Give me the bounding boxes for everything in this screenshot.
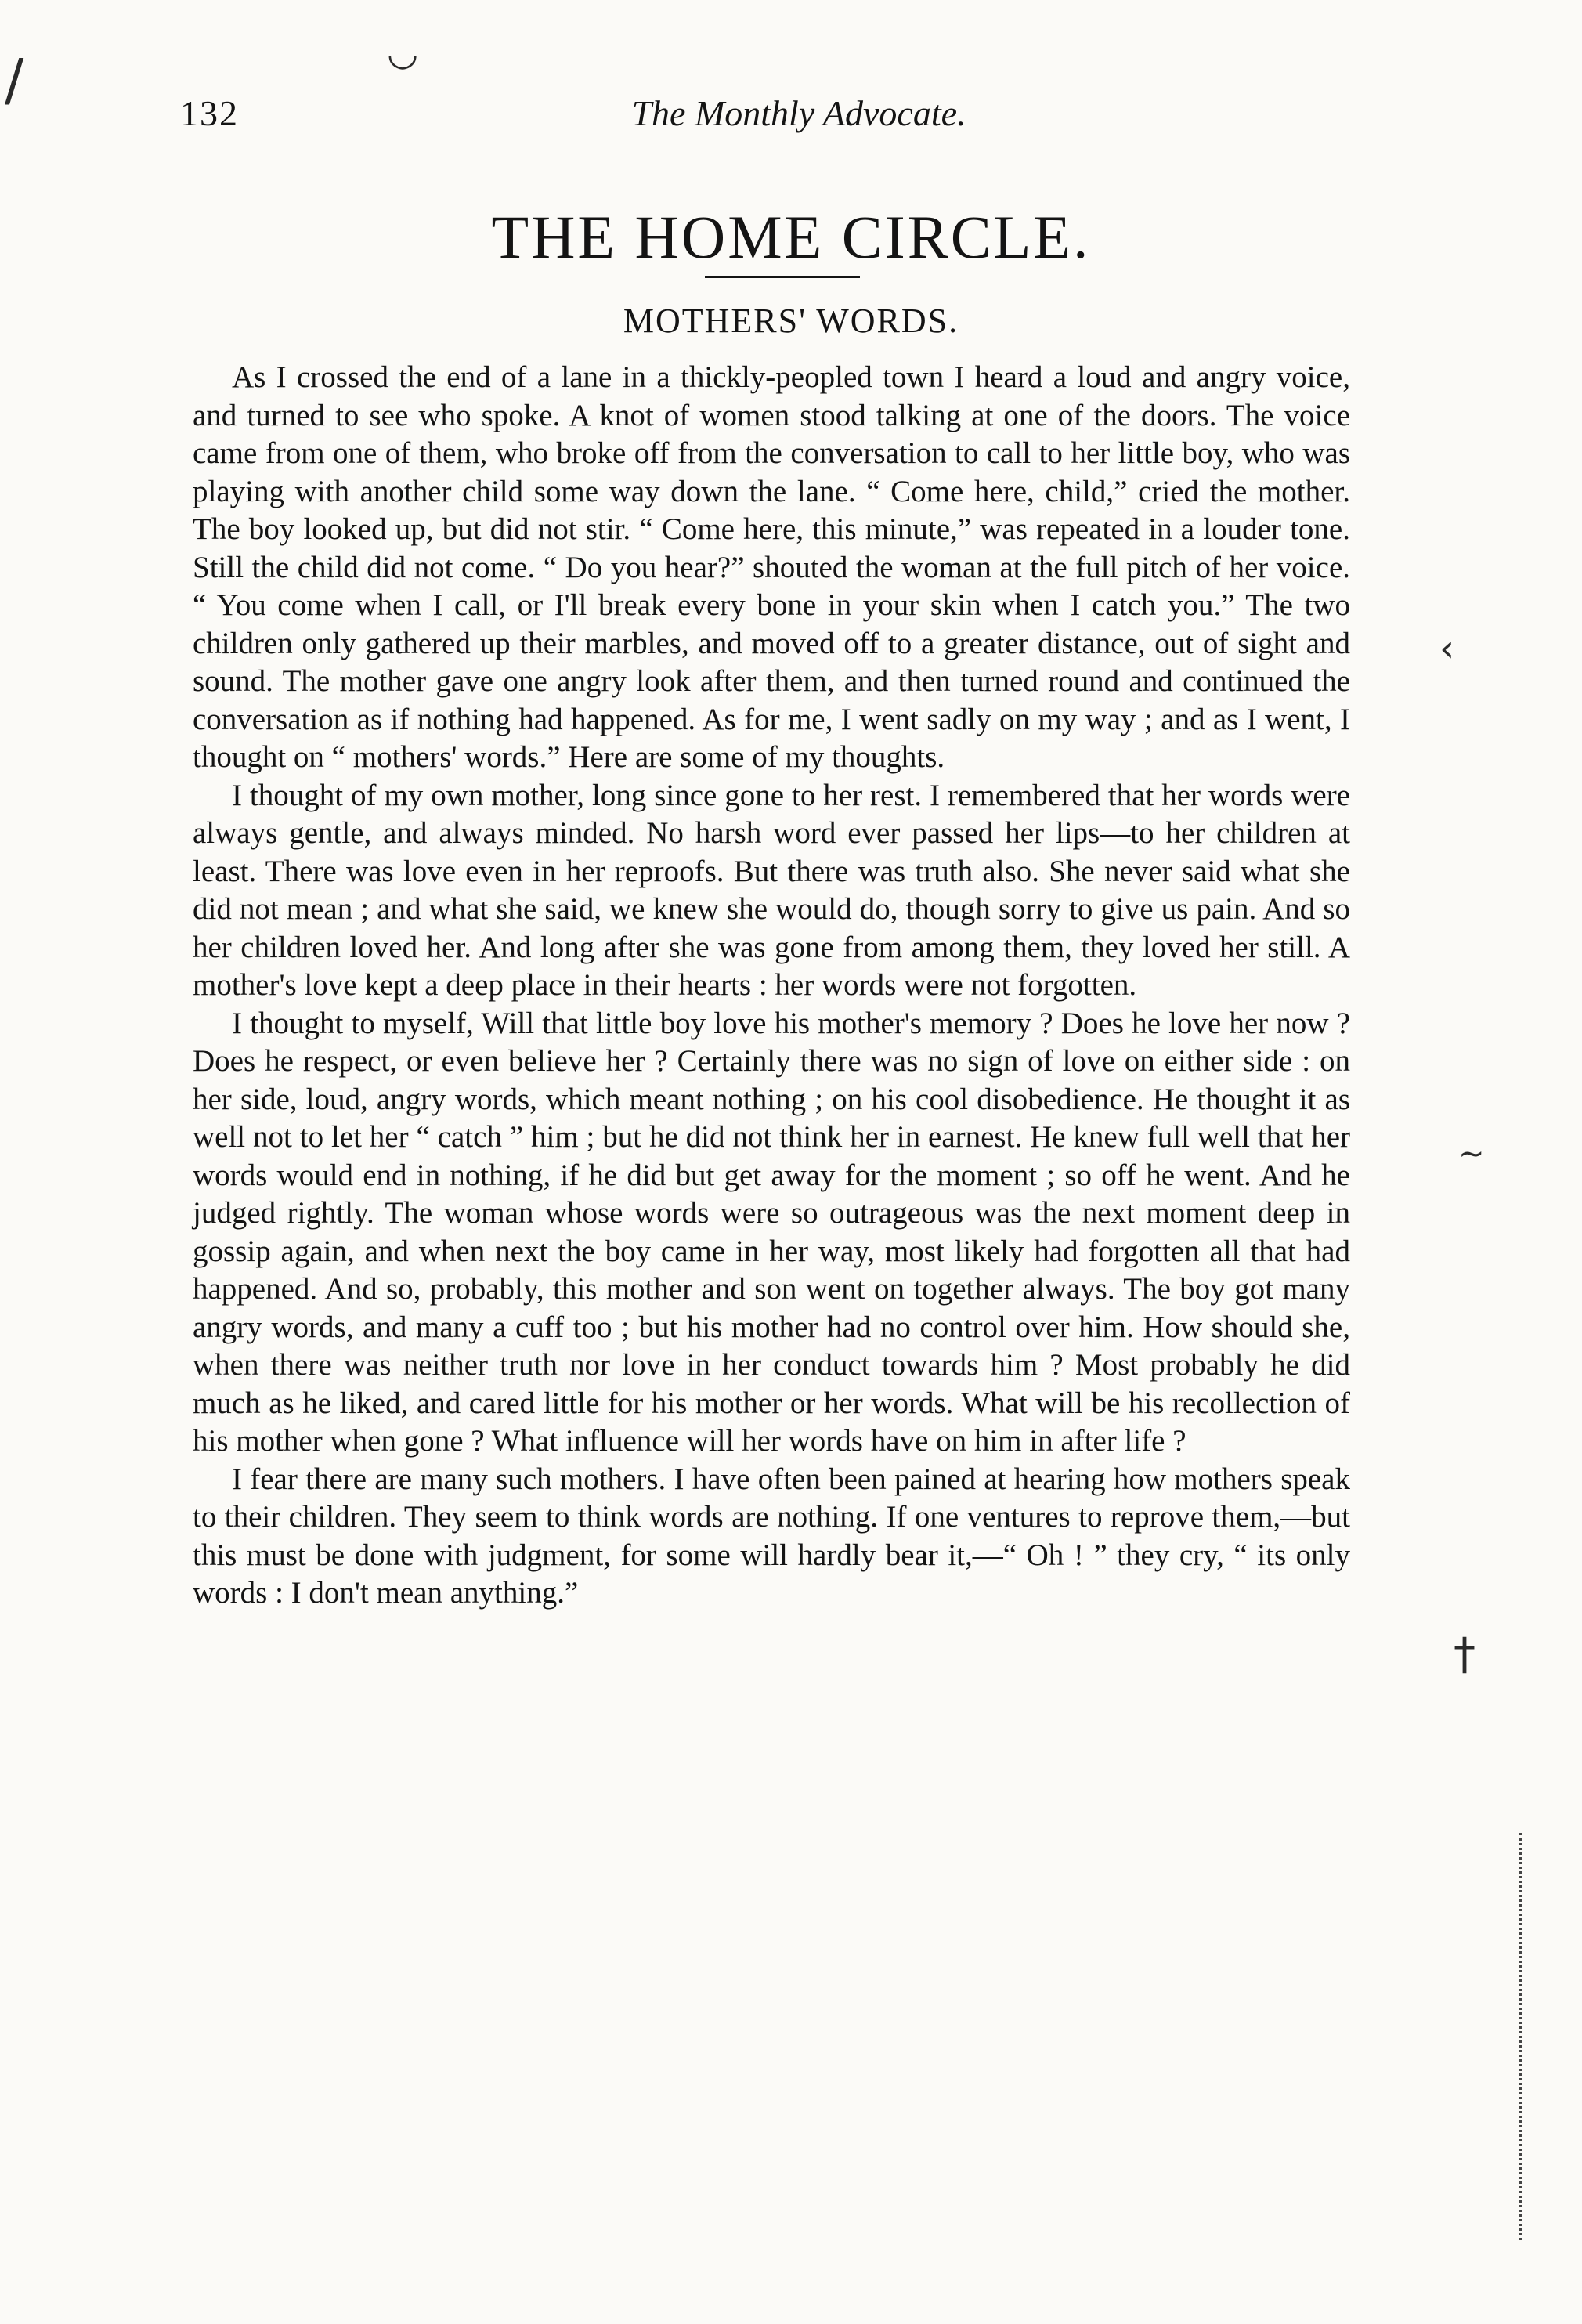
margin-annotation-mark: ~	[1458, 1136, 1485, 1172]
margin-annotation-mark: †	[1454, 1629, 1475, 1680]
paragraph: I thought of my own mother, long since gone to her rest. I remembered that her words were always gentle, and always minded. No harsh word ever passed her lips—to her children at least. There was love even in her reproofs. But there was truth also. She never said what she did not mean ; and what she said, we knew she would do, though sorry to give us pain. And so her children loved her. And long after she was gone from among them, they loved her still. A mother's love kept a deep place in their hearts : her words were not forgotten.	[193, 778, 1350, 1002]
ink-mark: ◡	[387, 31, 419, 74]
page-number: 132	[180, 93, 239, 133]
section-title: THE HOME CIRCLE.	[491, 203, 1091, 271]
paragraph: I thought to myself, Will that little boy love his mother's memory ? Does he love her now ? Does he respect, or even believe her ? Certainly there was no sign of love on either side : on her side, loud, angry words, which meant nothing ; on his cool disobedience. He thought it as well not to let her “ catch ” him ; but he did not think her in earnest. He knew full well that her words would end in nothing, if he did but get away for the moment ; so off he went. And he judged rightly. The woman whose words were so outrageous was the next moment deep in gossip again, and when next the boy came in her way, most likely had forgotten all that had happened. And so, probably, this mother and son went on together always. The boy got many angry words, and many a cuff too ; but his mother had no control over him. How should she, when there was neither truth nor love in her conduct towards him ? Most probably he did much as he liked, and cared little for his mother or her words. What will be his recollection of his mother when gone ? What influence will her words have on him in after life ?	[193, 1006, 1350, 1458]
running-head: The Monthly Advocate.	[631, 93, 966, 133]
page-header	[180, 92, 1418, 163]
title-rule	[705, 276, 860, 278]
margin-ink-mark: /	[5, 47, 24, 113]
paragraph: I fear there are many such mothers. I have often been pained at hearing how mothers speak to their children. They seem to think words are nothing. If one ventures to reprove them,—but this must be done with judgment, for some will hardly bear it,—“ Oh ! ” they cry, “ its only words : I don't mean anything.”	[193, 1462, 1350, 1610]
article-title: MOTHERS' WORDS.	[623, 302, 959, 340]
margin-annotation-mark: ‹	[1439, 627, 1455, 670]
paragraph: As I crossed the end of a lane in a thickly-peopled town I heard a loud and angry voice, and turned to see who spoke. A knot of women stood talking at one of the doors. The voice came from one of them, who broke off from the conversation to call to her little boy, who was playing with another child some way down the lane. “ Come here, child,” cried the mother. The boy looked up, but did not stir. “ Come here, this minute,” was repeated in a louder tone. Still the child did not come. “ Do you hear?” shouted the woman at the full pitch of her voice. “ You come when I call, or I'll break every bone in your skin when I catch you.” The two children only gathered up their marbles, and moved off to a greater distance, out of sight and sound. The mother gave one angry look after them, and then turned round and continued the conversation as if nothing had happened. As for me, I went sadly on my way ; and as I went, I thought on “ mothers' words.” Here are some of my thoughts.	[193, 360, 1350, 774]
article-body	[193, 359, 1350, 1613]
margin-dotted-mark	[1519, 1833, 1524, 2240]
